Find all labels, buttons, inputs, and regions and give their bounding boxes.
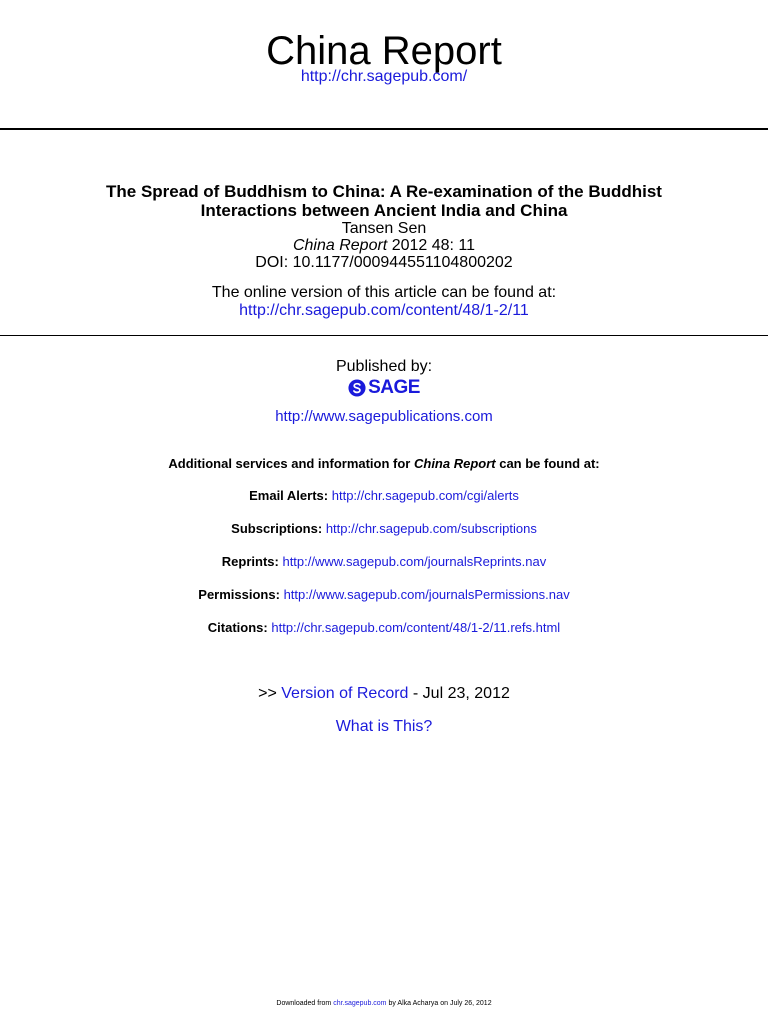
- service-label: Subscriptions:: [231, 521, 323, 536]
- footer-prefix: Downloaded from: [276, 1000, 334, 1007]
- subscriptions-link[interactable]: http://chr.sagepub.com/subscriptions: [325, 521, 537, 536]
- services-heading-suffix: can be found at:: [495, 456, 600, 471]
- permissions-link[interactable]: http://www.sagepub.com/journalsPermissions.nav: [283, 587, 570, 602]
- publisher-block: [0, 357, 768, 425]
- sage-logo[interactable]: [348, 378, 420, 398]
- service-row-subscriptions: [0, 521, 768, 536]
- online-version-text: The online version of this article can be found at:: [211, 284, 557, 301]
- middle-divider: [0, 335, 768, 336]
- article-meta: [0, 220, 768, 271]
- version-of-record-link[interactable]: Version of Record: [281, 685, 409, 702]
- service-row-email-alerts: [0, 488, 768, 503]
- version-date: - Jul 23, 2012: [412, 685, 510, 702]
- online-version-link[interactable]: http://chr.sagepub.com/content/48/1-2/11: [239, 302, 529, 319]
- version-of-record-row: [0, 685, 768, 703]
- email-alerts-link[interactable]: http://chr.sagepub.com/cgi/alerts: [331, 488, 519, 503]
- footer-suffix: by Alka Acharya on July 26, 2012: [386, 1000, 492, 1007]
- service-label: Reprints:: [221, 554, 279, 569]
- journal-title: China Report: [266, 29, 502, 73]
- sage-wordmark: SAGE: [368, 377, 420, 398]
- service-label: Permissions:: [198, 587, 280, 602]
- services-heading-journal: China Report: [413, 456, 496, 471]
- services-heading: [0, 456, 768, 471]
- publisher-url-link[interactable]: http://www.sagepublications.com: [275, 408, 493, 425]
- article-title: [0, 182, 768, 220]
- citations-link[interactable]: http://chr.sagepub.com/content/48/1-2/11.refs.html: [271, 620, 561, 635]
- article-citation: [0, 237, 768, 254]
- citation-journal: China Report: [292, 237, 388, 254]
- article-title-line-1: The Spread of Buddhism to China: A Re-examination of the Buddhist: [106, 182, 662, 201]
- journal-url-link[interactable]: http://chr.sagepub.com/: [300, 68, 468, 85]
- article-doi: DOI: 10.1177/000944551104800202: [255, 254, 513, 271]
- service-row-permissions: [0, 587, 768, 602]
- download-footer: [0, 1000, 768, 1008]
- published-by-label: Published by:: [335, 358, 433, 375]
- service-row-citations: [0, 620, 768, 635]
- services-heading-prefix: Additional services and information for: [168, 456, 414, 471]
- version-prefix: >>: [258, 685, 277, 702]
- what-is-this-link[interactable]: What is This?: [335, 718, 433, 735]
- online-version-block: [0, 284, 768, 320]
- article-author: Tansen Sen: [341, 220, 427, 237]
- top-divider: [0, 128, 768, 130]
- citation-volume: 2012 48: 11: [387, 237, 476, 254]
- service-row-reprints: [0, 554, 768, 569]
- service-label: Email Alerts:: [249, 488, 329, 503]
- article-title-line-2: Interactions between Ancient India and China: [200, 201, 568, 220]
- footer-site-link[interactable]: chr.sagepub.com: [333, 1000, 387, 1007]
- service-label: Citations:: [207, 620, 268, 635]
- sage-s-icon: [348, 379, 366, 397]
- reprints-link[interactable]: http://www.sagepub.com/journalsReprints.nav: [282, 554, 547, 569]
